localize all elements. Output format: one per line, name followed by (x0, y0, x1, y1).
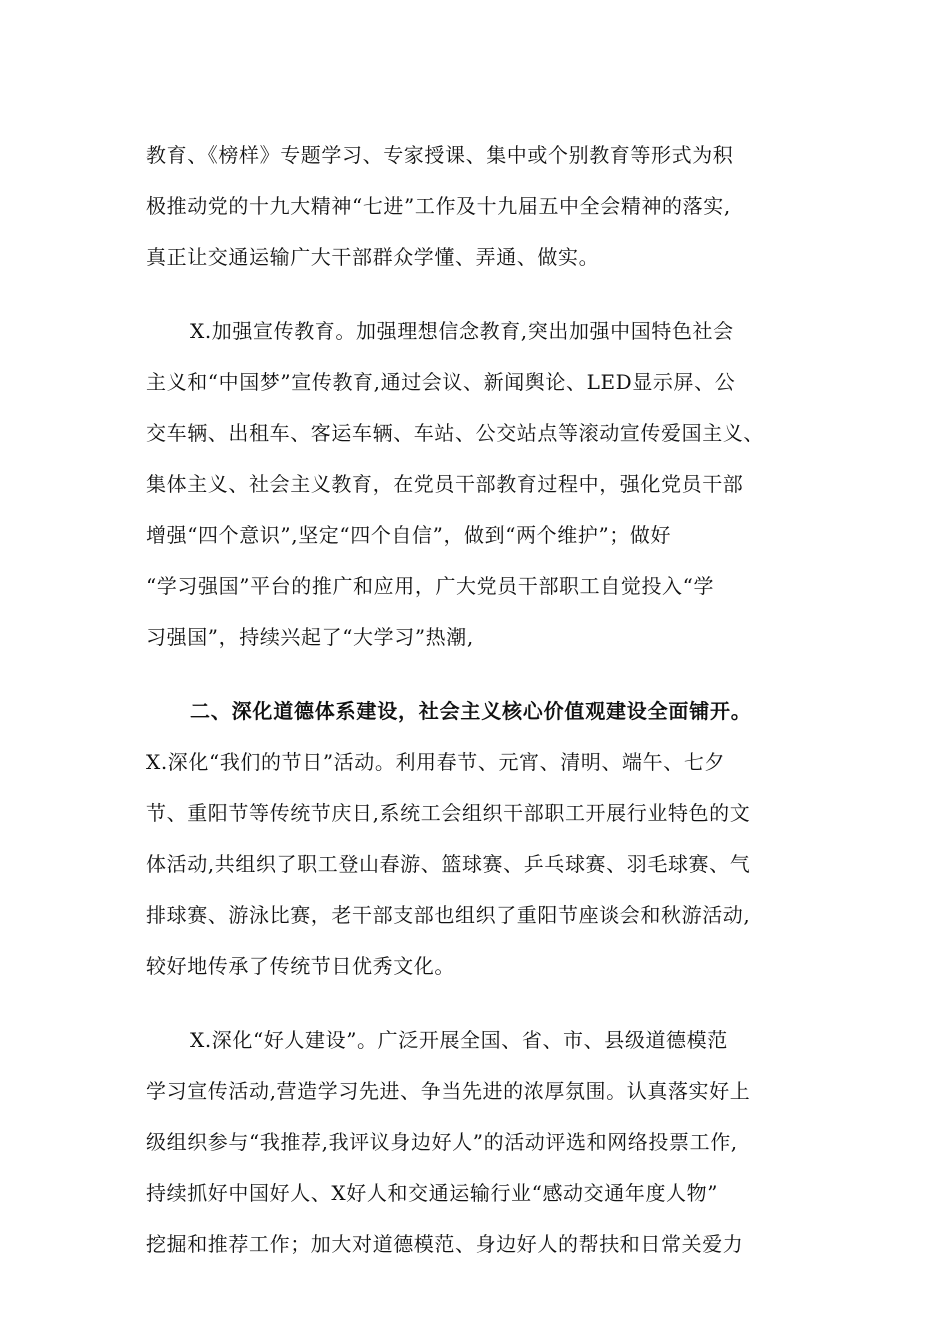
text-line: 主义和“中国梦”宣传教育,通过会议、新闻舆论、LED显示屏、公 (146, 370, 736, 394)
text-line: 级组织参与“我推荐,我评议身边好人”的活动评选和网络投票工作, (146, 1130, 738, 1154)
text-line: X.深化“我们的节日”活动。利用春节、元宵、清明、端午、七夕 (146, 750, 726, 774)
text-line: 极推动党的十九大精神“七进”工作及十九届五中全会精神的落实, (146, 194, 731, 218)
text-line: “学习强国”平台的推广和应用，广大党员干部职工自觉投入“学 (146, 574, 715, 598)
text-line: 排球赛、游泳比赛，老干部支部也组织了重阳节座谈会和秋游活动, (146, 903, 751, 927)
text-line: 集体主义、社会主义教育，在党员干部教育过程中，强化党员干部 (146, 472, 744, 496)
text-line: X.加强宣传教育。加强理想信念教育,突出加强中国特色社会 (190, 319, 734, 343)
section-heading: 二、深化道德体系建设，社会主义核心价值观建设全面铺开。 (190, 699, 752, 723)
text-line: 较好地传承了传统节日优秀文化。 (146, 954, 455, 978)
text-line: 挖掘和推荐工作；加大对道德模范、身边好人的帮扶和日常关爱力 (146, 1232, 744, 1256)
document-page (146, 130, 826, 1270)
paragraph-4 (146, 1015, 826, 1270)
paragraph-3 (146, 737, 826, 992)
text-line: 教育、《榜样》专题学习、专家授课、集中或个别教育等形式为积 (146, 143, 734, 167)
text-line: 学习宣传活动,营造学习先进、争当先进的浓厚氛围。认真落实好上 (146, 1079, 751, 1103)
paragraph-1 (146, 130, 826, 283)
text-line: 习强国”，持续兴起了“大学习”热潮, (146, 625, 474, 649)
text-line: 持续抓好中国好人、X好人和交通运输行业“感动交通年度人物” (146, 1181, 719, 1205)
paragraph-2 (146, 306, 826, 663)
text-line: 节、重阳节等传统节庆日,系统工会组织干部职工开展行业特色的文 (146, 801, 751, 825)
text-line: 增强“四个意识”,坚定“四个自信”，做到“两个维护”；做好 (146, 523, 672, 547)
text-line: X.深化“好人建设”。广泛开展全国、省、市、县级道德模范 (190, 1028, 728, 1052)
text-line: 交车辆、出租车、客运车辆、车站、公交站点等滚动宣传爱国主义、 (146, 421, 764, 445)
text-line: 体活动,共组织了职工登山春游、篮球赛、乒乓球赛、羽毛球赛、气 (146, 852, 751, 876)
text-line: 真正让交通运输广大干部群众学懂、弄通、做实。 (146, 245, 600, 269)
